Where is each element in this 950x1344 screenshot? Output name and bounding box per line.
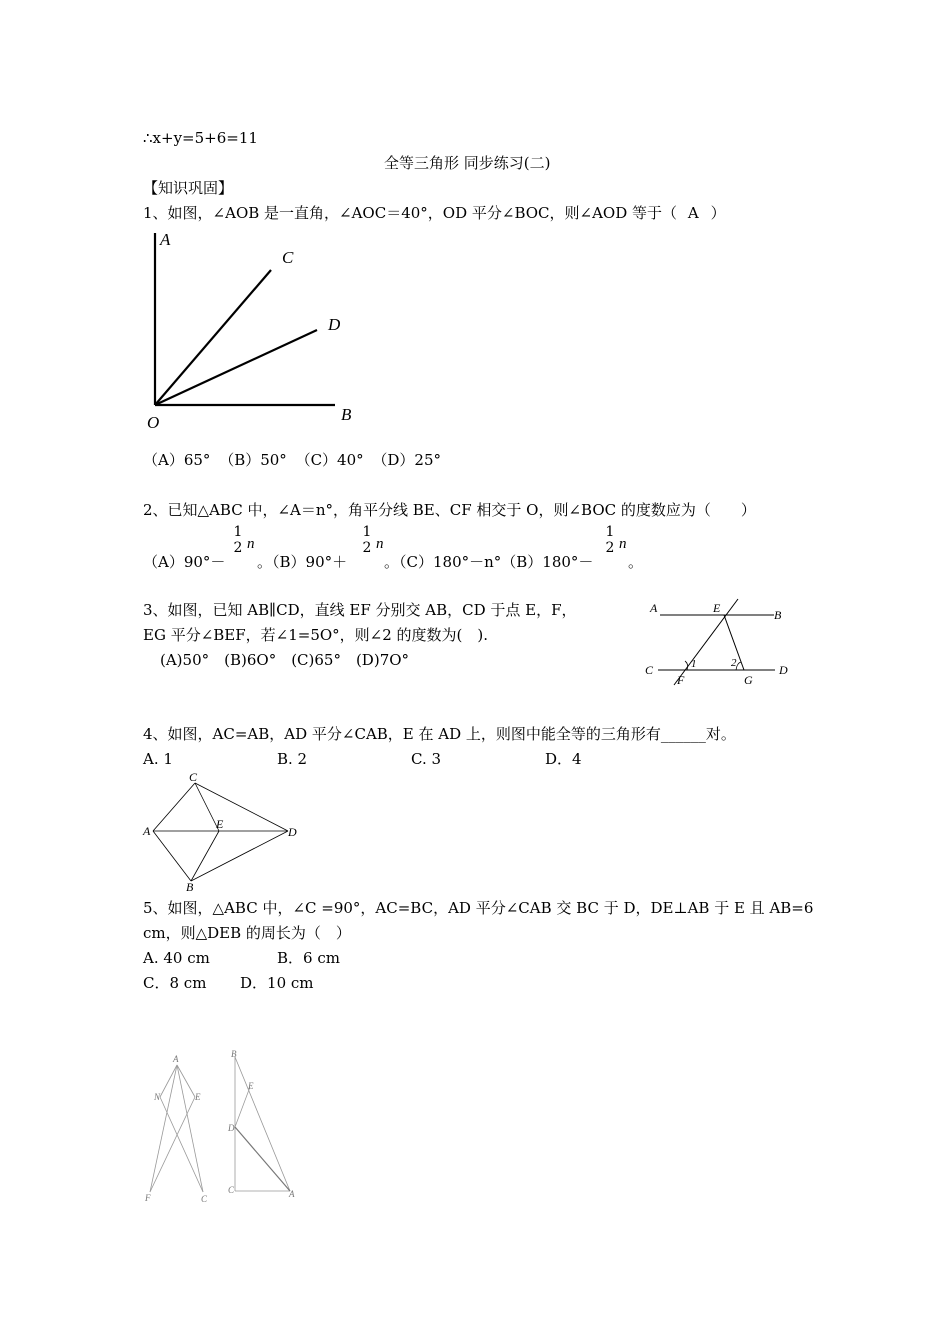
label-d: D <box>228 1123 235 1133</box>
q1-figure <box>140 225 370 435</box>
label-b: B <box>774 608 782 622</box>
q4-opt-d: D．4 <box>545 750 582 768</box>
label-2: 2 <box>731 657 737 669</box>
q4-figure <box>140 770 310 895</box>
frac-den: 2 <box>362 540 372 556</box>
q2-var-c: n <box>619 536 627 552</box>
q1-options: （A）65° （B）50° （C）40° （D）25° <box>143 451 442 469</box>
q2-opt-c: 。（C）180°－n°（B）180°－ <box>384 553 594 571</box>
seg-ac <box>153 783 195 831</box>
label-d: D <box>779 663 788 677</box>
label-a: A <box>289 1189 295 1199</box>
label-c: C <box>189 770 198 784</box>
label-e: E <box>195 1092 201 1102</box>
q3-figure <box>640 595 800 690</box>
label-g: G <box>744 673 753 687</box>
label-a: A <box>143 824 151 838</box>
section-heading: 【知识巩固】 <box>143 179 234 197</box>
q5-line2: cm，则△DEB 的周长为（ ） <box>143 924 351 942</box>
q2-stem: 2、已知△ABC 中，∠A＝n°，角平分线 BE、CF 相交于 O，则∠BOC 的度数应为（ ） <box>143 501 756 519</box>
q5-opt-b: B．6 cm <box>277 949 340 967</box>
frac-num: 1 <box>233 524 243 540</box>
q2-opt-a: （A）90°－ <box>143 553 226 571</box>
label-c: C <box>645 663 654 677</box>
q2-frac-c <box>603 524 617 556</box>
top-line: ∴x+y=5+6=11 <box>143 129 258 147</box>
q1-stem-text: 1、如图，∠AOB 是一直角，∠AOC＝40°，OD 平分∠BOC，则∠AOD 等于（ <box>143 204 678 222</box>
fig5-left <box>140 1050 220 1205</box>
label-d: D <box>288 825 297 839</box>
q2-var-a: n <box>247 536 255 552</box>
frac-den: 2 <box>233 540 243 556</box>
label-f: F <box>677 673 685 687</box>
label-o: O <box>147 413 160 432</box>
ray-oc <box>155 270 271 405</box>
label-b: B <box>231 1049 237 1059</box>
ray-od <box>155 330 317 405</box>
seg-ba <box>235 1057 290 1191</box>
label-top: A <box>173 1054 179 1064</box>
label-c: C <box>228 1185 235 1195</box>
label-e: E <box>248 1081 254 1091</box>
seg-bd <box>191 831 288 881</box>
q5-line1: 5、如图，△ABC 中，∠C =90°，AC=BC，AD 平分∠CAB 交 BC 于 D，DE⊥AB 于 E 且 AB=6 <box>143 899 814 917</box>
label-e: E <box>216 817 224 831</box>
label-c: C <box>201 1194 208 1204</box>
q2-frac-b <box>360 524 374 556</box>
seg-top-br <box>177 1065 203 1192</box>
q2-var-b: n <box>376 536 384 552</box>
q3-line2: EG 平分∠BEF，若∠1=5O°，则∠2 的度数为( ). <box>143 626 489 644</box>
page-title: 全等三角形 同步练习(二) <box>384 154 551 172</box>
label-b: B <box>341 405 352 424</box>
q2-end: 。 <box>628 553 644 571</box>
seg-e-f <box>150 1097 195 1192</box>
seg-ab <box>153 831 191 881</box>
q2-frac-a <box>231 524 245 556</box>
seg-de <box>235 1087 250 1127</box>
seg-top-e <box>177 1065 195 1097</box>
q4-opt-c: C. 3 <box>411 750 442 768</box>
label-e: E <box>713 601 721 615</box>
seg-n-c <box>160 1097 203 1192</box>
seg-top-bl <box>150 1065 177 1192</box>
seg-cd <box>195 783 288 831</box>
q4-opt-b: B. 2 <box>277 750 308 768</box>
q3-options: (A)50° (B)6O° (C)65° (D)7O° <box>160 651 410 669</box>
label-a: A <box>650 601 658 615</box>
q1-answer: A <box>687 204 699 222</box>
label-a: A <box>160 230 171 249</box>
q5-opt-d: D．10 cm <box>240 974 314 992</box>
label-d: D <box>328 315 341 334</box>
q5-opt-c: C．8 cm <box>143 974 207 992</box>
label-1: 1 <box>691 658 697 670</box>
frac-num: 1 <box>362 524 372 540</box>
q4-stem: 4、如图，AC=AB，AD 平分∠CAB，E 在 AD 上，则图中能全等的三角形有______对。 <box>143 725 736 743</box>
q4-opt-a: A. 1 <box>143 750 173 768</box>
q1-close: ） <box>710 204 726 222</box>
seg-da <box>235 1127 290 1191</box>
label-c: C <box>282 248 294 267</box>
q1-stem <box>143 203 726 223</box>
q2-opt-b: 。（B）90°＋ <box>257 553 348 571</box>
q3-line1: 3、如图，已知 AB∥CD，直线 EF 分别交 AB，CD 于点 E，F， <box>143 601 577 619</box>
fig5-right <box>225 1045 305 1205</box>
frac-num: 1 <box>605 524 615 540</box>
seg-top-n <box>160 1065 177 1097</box>
frac-den: 2 <box>605 540 615 556</box>
q5-opt-a: A. 40 cm <box>143 949 210 967</box>
arc-angle-2 <box>736 662 741 670</box>
label-b: B <box>186 880 194 894</box>
label-f: F <box>145 1193 151 1203</box>
label-n: N <box>154 1092 161 1102</box>
